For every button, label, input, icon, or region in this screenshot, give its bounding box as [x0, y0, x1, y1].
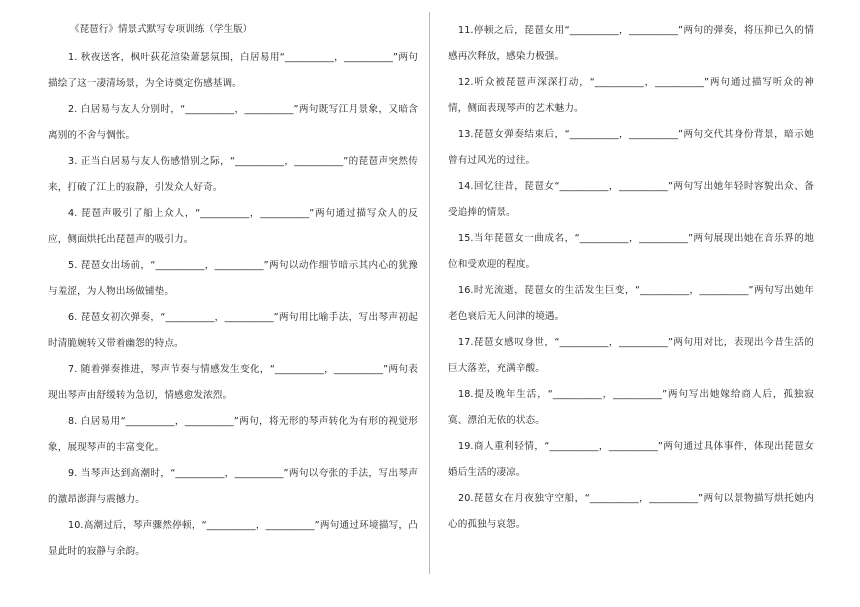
question-17: 17.琵琶女感叹身世，“__________，__________”两句用对比，表现出今昔生活的巨大落差，充满辛酸。 — [448, 337, 814, 374]
question-20: 20.琵琶女在月夜独守空船，“__________，__________”两句以景物描写烘托她内心的孤独与哀怨。 — [448, 493, 814, 530]
question-16: 16.时光流逝，琵琶女的生活发生巨变，“__________，__________”两句写出她年老色衰后无人问津的境遇。 — [448, 285, 814, 322]
column-divider — [429, 12, 430, 574]
question-1: 1. 秋夜送客，枫叶荻花渲染萧瑟氛围，白居易用“__________，__________”两句描绘了这一凄清场景，为全诗奠定伤感基调。 — [48, 52, 418, 89]
question-14: 14.回忆往昔，琵琶女“__________，__________”两句写出她年轻时容貌出众、备受追捧的情景。 — [448, 181, 814, 218]
question-8: 8. 白居易用“__________，__________”两句，将无形的琴声转化为有形的视觉形象，展现琴声的丰富变化。 — [48, 416, 418, 453]
question-11: 11.停顿之后，琵琶女用“__________，__________”两句的弹奏，将压抑已久的情感再次释放，感染力极强。 — [448, 25, 814, 62]
question-7: 7. 随着弹奏推进，琴声节奏与情感发生变化，“__________，__________”两句表现出琴声由舒缓转为急切，情感愈发浓烈。 — [48, 364, 418, 401]
question-2: 2. 白居易与友人分别时，“__________，__________”两句既写江月景象，又暗含离别的不舍与惆怅。 — [48, 104, 418, 141]
question-18: 18.提及晚年生活，“__________，__________”两句写出她嫁给商人后，孤独寂寞、漂泊无依的状态。 — [448, 389, 814, 426]
question-12: 12.听众被琵琶声深深打动，“__________，__________”两句通过描写听众的神情，侧面表现琴声的艺术魅力。 — [448, 77, 814, 114]
right-column — [448, 18, 814, 538]
left-column — [48, 18, 418, 565]
question-5: 5. 琵琶女出场前，“__________，__________”两句以动作细节暗示其内心的犹豫与羞涩，为人物出场做铺垫。 — [48, 260, 418, 297]
question-6: 6. 琵琶女初次弹奏，“__________，__________”两句用比喻手法，写出琴声初起时清脆婉转又带着幽怨的特点。 — [48, 312, 418, 349]
question-19: 19.商人重利轻情，“__________，__________”两句通过具体事件，体现出琵琶女婚后生活的凄凉。 — [448, 441, 814, 478]
question-13: 13.琵琶女弹奏结束后，“__________，__________”两句交代其身份背景，暗示她曾有过风光的过往。 — [448, 129, 814, 166]
question-3: 3. 正当白居易与友人伤感惜别之际，“__________，__________”的琵琶声突然传来，打破了江上的寂静，引发众人好奇。 — [48, 156, 418, 193]
question-4: 4. 琵琶声吸引了船上众人，“__________，__________”两句通过描写众人的反应，侧面烘托出琵琶声的吸引力。 — [48, 208, 418, 245]
question-15: 15.当年琵琶女一曲成名，“__________，__________”两句展现出她在音乐界的地位和受欢迎的程度。 — [448, 233, 814, 270]
question-10: 10.高潮过后，琴声骤然停顿，“__________，__________”两句通过环境描写，凸显此时的寂静与余韵。 — [48, 520, 418, 557]
document-title: 《琵琶行》情景式默写专项训练（学生版） — [70, 24, 253, 35]
question-9: 9. 当琴声达到高潮时，“__________，__________”两句以夸张的手法，写出琴声的激昂澎湃与震撼力。 — [48, 468, 418, 505]
